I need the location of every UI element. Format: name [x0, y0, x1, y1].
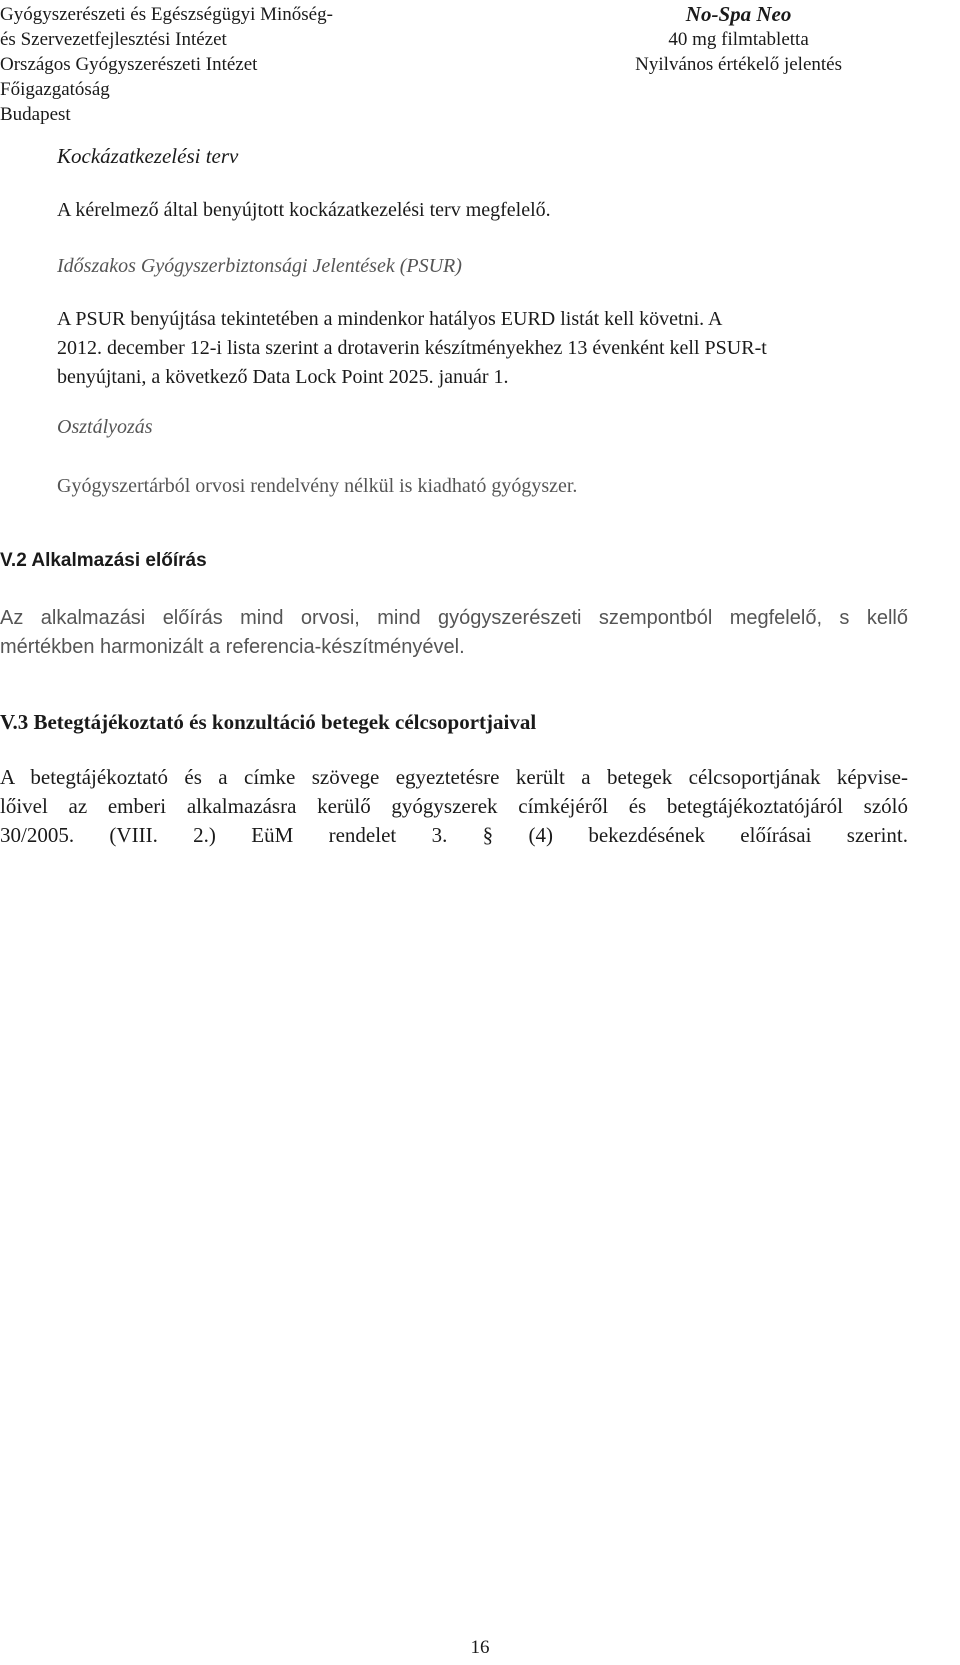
risk-plan-heading: Kockázatkezelési terv — [57, 144, 239, 168]
psur-line: benyújtani, a következő Data Lock Point 2025. január 1. — [57, 366, 509, 388]
v2-line: Az alkalmazási előírás mind orvosi, mind gyógyszerészeti szempontból megfelelő, s kellő — [0, 607, 908, 629]
section-v3-paragraph — [0, 763, 908, 850]
header-institution-line: és Szervezetfejlesztési Intézet — [0, 29, 227, 50]
classification-heading: Osztályozás — [57, 416, 153, 438]
header-institution — [0, 2, 333, 127]
header-product — [635, 2, 842, 77]
psur-heading: Időszakos Gyógyszerbiztonsági Jelentések (PSUR) — [57, 255, 462, 277]
psur-line: A PSUR benyújtása tekintetében a mindenkor hatályos EURD listát kell követni. A — [57, 308, 723, 330]
risk-plan-text: A kérelmező által benyújtott kockázatkezelési terv megfelelő. — [57, 199, 551, 221]
classification-text: Gyógyszertárból orvosi rendelvény nélkül is kiadható gyógyszer. — [57, 475, 578, 497]
product-strength: 40 mg filmtabletta — [668, 29, 809, 50]
header-institution-line: Gyógyszerészeti és Egészségügyi Minőség- — [0, 4, 333, 25]
psur-line: 2012. december 12-i lista szerint a drotaverin készítményekhez 13 évenként kell PSUR-t — [57, 337, 767, 359]
header-institution-line: Országos Gyógyszerészeti Intézet — [0, 54, 258, 75]
product-name: No-Spa Neo — [685, 2, 792, 26]
psur-paragraph — [57, 305, 767, 392]
section-v2-heading: V.2 Alkalmazási előírás — [0, 550, 207, 571]
section-v3-heading: V.3 Betegtájékoztató és konzultáció betegek célcsoportjaival — [0, 710, 537, 734]
v3-line: 30/2005. (VIII. 2.) EüM rendelet 3. § (4) bekezdésének előírásai szerint. — [0, 823, 908, 847]
report-type: Nyilvános értékelő jelentés — [635, 54, 842, 75]
v2-line: mértékben harmonizált a referencia-készítményével. — [0, 636, 465, 658]
page-number: 16 — [470, 1637, 490, 1658]
v3-line: lőivel az emberi alkalmazásra kerülő gyógyszerek címkéjéről és betegtájékoztatójáról szóló — [0, 794, 908, 818]
section-v2-paragraph — [0, 604, 908, 662]
v3-line: A betegtájékoztató és a címke szövege egyeztetésre került a betegek célcsoportjának képvise- — [0, 765, 908, 789]
header-institution-line: Főigazgatóság — [0, 79, 110, 100]
header-institution-line: Budapest — [0, 104, 71, 125]
